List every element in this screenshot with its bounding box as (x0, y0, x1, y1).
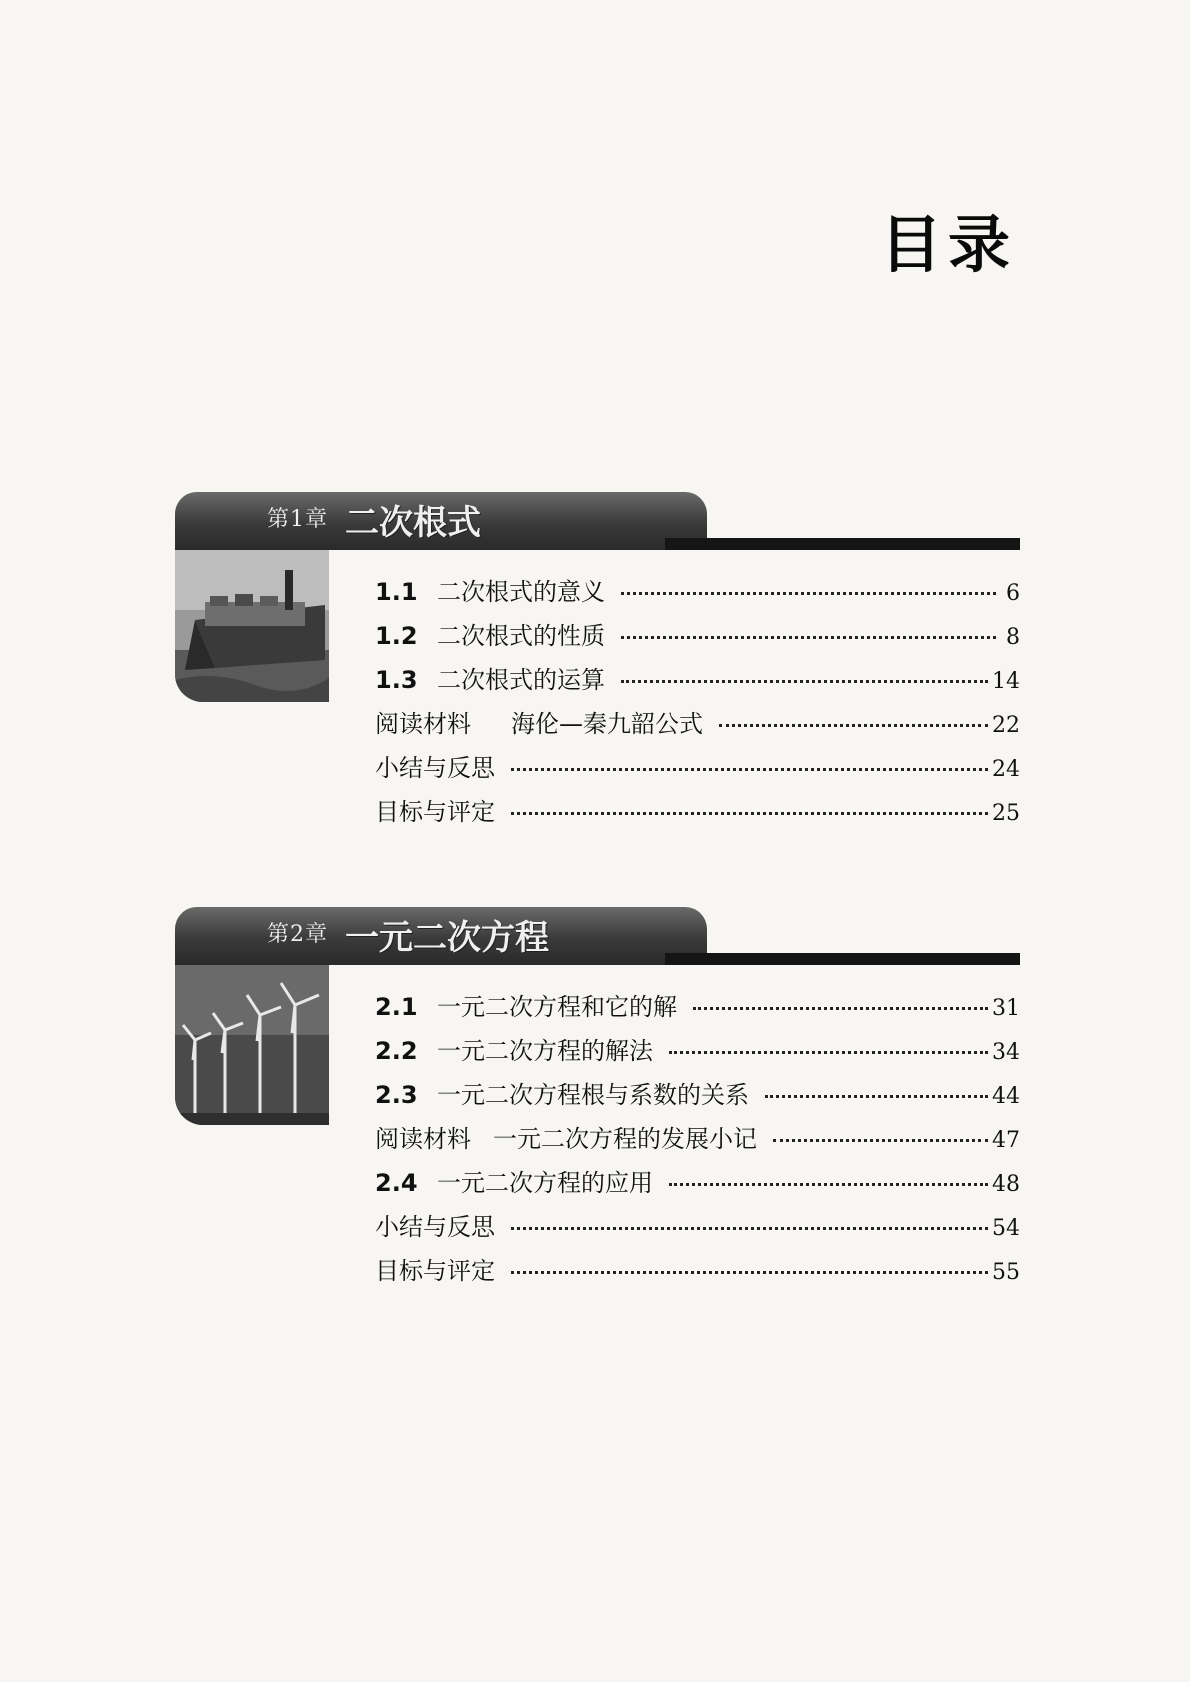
toc-entry-page: 14 (992, 669, 1020, 694)
toc-entry-title: 一元二次方程根与系数的关系 (437, 1081, 749, 1109)
dot-leader (621, 680, 988, 683)
toc-entry-title: 一元二次方程的解法 (437, 1037, 653, 1065)
toc-entry-prefix: 阅读材料 (375, 1125, 471, 1153)
chapter-1-label: 第1章 (267, 507, 328, 532)
toc-entry-page: 31 (992, 996, 1020, 1021)
toc-entry-page: 48 (992, 1172, 1020, 1197)
toc-entry-title: 二次根式的性质 (437, 622, 605, 650)
dot-leader (773, 1139, 988, 1142)
dot-leader (621, 636, 996, 639)
toc-entry-number: 2.2 (375, 1037, 418, 1065)
chapter-2-rule (665, 953, 1020, 965)
toc-entry-number: 1.3 (375, 666, 418, 694)
dot-leader (511, 768, 988, 771)
chapter-1-tab (175, 492, 707, 550)
toc-entry[interactable] (375, 1163, 1020, 1207)
toc-entry-number: 2.4 (375, 1169, 418, 1197)
toc-entry-title: 二次根式的运算 (437, 666, 605, 694)
toc-entry[interactable] (375, 572, 1020, 616)
chapter-2-label: 第2章 (267, 922, 328, 947)
toc-entry-page: 22 (992, 713, 1020, 738)
toc-entry-page: 55 (992, 1260, 1020, 1285)
toc-entry-title: 目标与评定 (375, 798, 495, 826)
chapter-2 (175, 907, 1020, 1307)
toc-entry-title: 小结与反思 (375, 754, 495, 782)
toc-entry[interactable] (375, 1075, 1020, 1119)
toc-entry[interactable] (375, 1207, 1020, 1251)
toc-entry-number: 1.1 (375, 578, 418, 606)
toc-entry-page: 47 (992, 1128, 1020, 1153)
toc-entry[interactable] (375, 1119, 1020, 1163)
toc-entry-title: 一元二次方程和它的解 (437, 993, 677, 1021)
toc-entry-page: 54 (992, 1216, 1020, 1241)
toc-entry-page: 24 (992, 757, 1020, 782)
dot-leader (511, 1271, 988, 1274)
dot-leader (621, 592, 996, 595)
wind-turbines-icon (175, 965, 329, 1125)
dot-leader (719, 724, 988, 727)
toc-entry[interactable] (375, 616, 1020, 660)
chapter-1-toc (375, 572, 1020, 836)
chapter-1-title: 二次根式 (345, 503, 481, 543)
dot-leader (693, 1007, 988, 1010)
toc-entry-number: 2.1 (375, 993, 418, 1021)
toc-entry[interactable] (375, 704, 1020, 748)
toc-entry[interactable] (375, 748, 1020, 792)
chapter-2-toc (375, 987, 1020, 1295)
toc-entry-prefix: 阅读材料 (375, 710, 471, 738)
page-title: 目录 (880, 208, 1017, 281)
dot-leader (765, 1095, 988, 1098)
toc-entry[interactable] (375, 1251, 1020, 1295)
toc-entry-title: 海伦—秦九韶公式 (511, 710, 703, 738)
chapter-1-rule (665, 538, 1020, 550)
toc-entry-title: 一元二次方程的应用 (437, 1169, 653, 1197)
toc-entry-number: 2.3 (375, 1081, 418, 1109)
toc-entry-page: 44 (992, 1084, 1020, 1109)
toc-entry-title: 目标与评定 (375, 1257, 495, 1285)
chapter-2-title: 一元二次方程 (345, 918, 549, 958)
toc-entry[interactable] (375, 792, 1020, 836)
toc-entry-title: 小结与反思 (375, 1213, 495, 1241)
container-ship-icon (175, 550, 329, 702)
toc-entry[interactable] (375, 660, 1020, 704)
toc-entry[interactable] (375, 987, 1020, 1031)
dot-leader (669, 1183, 988, 1186)
toc-entry-title: 二次根式的意义 (437, 578, 605, 606)
chapter-2-tab (175, 907, 707, 965)
dot-leader (669, 1051, 988, 1054)
dot-leader (511, 1227, 988, 1230)
toc-entry-title: 一元二次方程的发展小记 (493, 1125, 757, 1153)
toc-entry-number: 1.2 (375, 622, 418, 650)
dot-leader (511, 812, 988, 815)
toc-entry[interactable] (375, 1031, 1020, 1075)
toc-entry-page: 34 (992, 1040, 1020, 1065)
toc-entry-page: 6 (1006, 581, 1020, 606)
toc-entry-page: 25 (992, 801, 1020, 826)
chapter-1 (175, 492, 1020, 852)
toc-entry-page: 8 (1006, 625, 1020, 650)
